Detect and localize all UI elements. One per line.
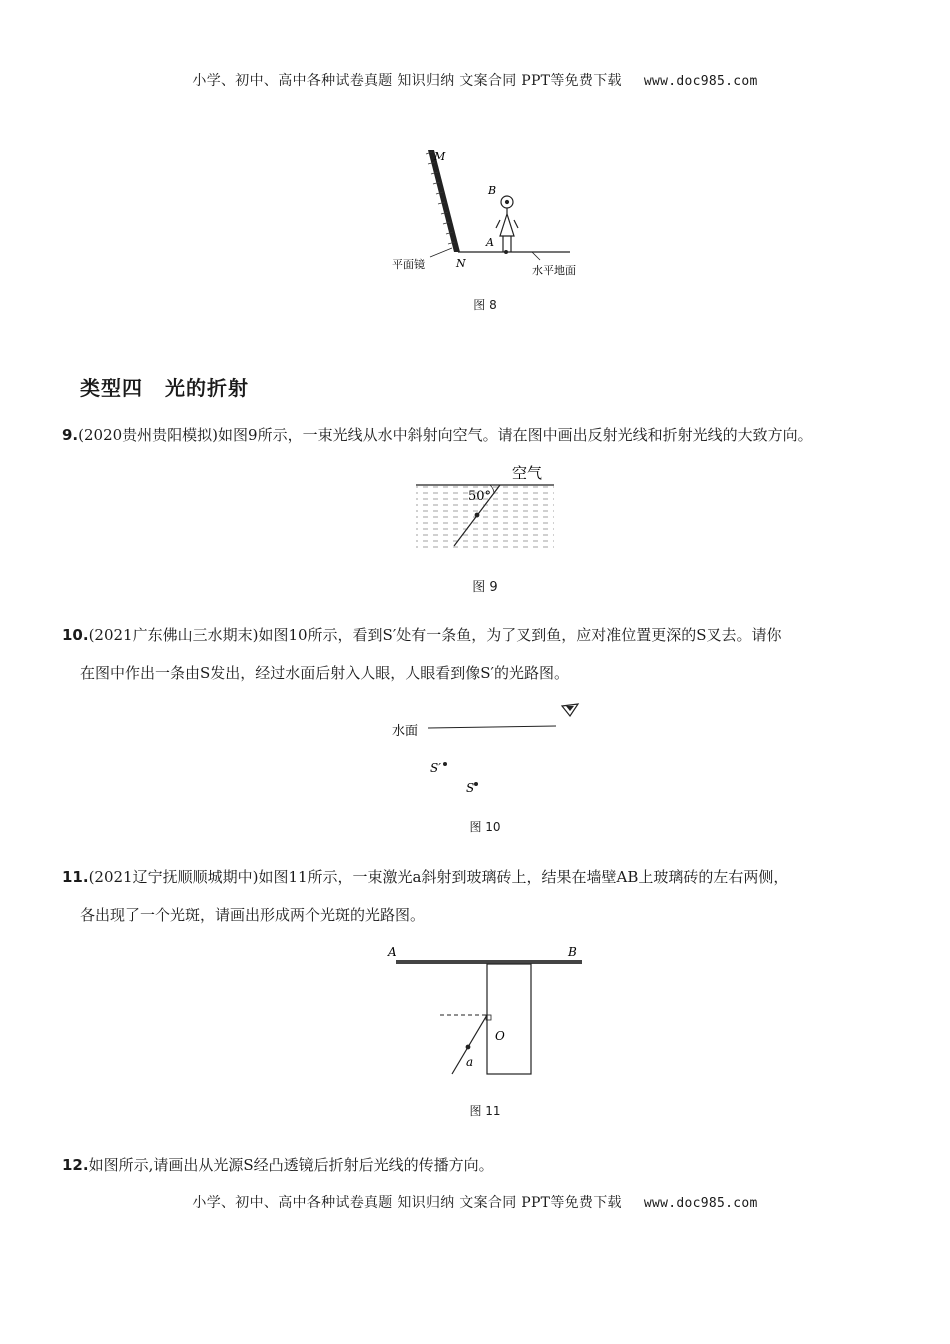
- question-10-number: 10.: [62, 626, 89, 644]
- figure-8-caption: 图 8: [473, 298, 497, 312]
- label-s-prime: S′: [430, 761, 441, 775]
- question-10: [62, 624, 782, 684]
- question-9-text: (2020贵州贵阳模拟)如图9所示，一束光线从水中斜射向空气。请在图中画出反射光线和折射光线的大致方向。: [78, 426, 813, 444]
- figure-10-caption: 图 10: [469, 820, 501, 834]
- question-10-line1: (2021广东佛山三水期末)如图10所示，看到S′处有一条鱼，为了叉到鱼，应对准位置更深的S叉去。请你: [88, 626, 782, 644]
- point-a-dot: [504, 250, 508, 254]
- question-11-number: 11.: [62, 868, 89, 886]
- figure-11-caption: 图 11: [469, 1104, 501, 1118]
- question-11-line2: 各出现了一个光斑，请画出形成两个光斑的光路图。: [80, 906, 426, 924]
- label-m: M: [434, 150, 446, 163]
- glass-brick: [487, 964, 531, 1074]
- figure-9-caption: 图 9: [472, 580, 498, 595]
- eye-icon: [562, 704, 578, 716]
- question-12: [62, 1154, 494, 1176]
- s-dot: [474, 782, 478, 786]
- section-name: 光的折射: [165, 376, 249, 400]
- figure-11: [384, 940, 594, 1086]
- label-a: A: [486, 236, 494, 249]
- header-text: 小学、初中、高中各种试卷真题 知识归纳 文案合同 PPT等免费下载: [192, 73, 622, 89]
- air-label: 空气: [512, 464, 543, 482]
- question-9-number: 9.: [62, 426, 79, 444]
- girl-figure: [496, 196, 518, 252]
- label-wall-b: B: [568, 945, 577, 959]
- question-10-line2: 在图中作出一条由S发出，经过水面后射入人眼，人眼看到像S′的光路图。: [80, 664, 569, 682]
- label-wall-a: A: [388, 945, 397, 959]
- figure-8: [380, 140, 600, 290]
- figure-10: [384, 698, 594, 802]
- question-12-number: 12.: [62, 1156, 89, 1174]
- question-12-text: 如图所示,请画出从光源S经凸透镜后折射后光线的传播方向。: [88, 1156, 494, 1174]
- figure-9: [412, 460, 562, 554]
- s-prime-dot: [443, 762, 447, 766]
- plane-mirror: [428, 150, 460, 252]
- angle-label: 50°: [468, 489, 492, 504]
- label-n: N: [456, 257, 466, 270]
- label-b: B: [488, 184, 497, 197]
- water-line: [428, 726, 556, 728]
- footer-url[interactable]: www.doc985.com: [643, 1196, 758, 1211]
- section-title: [80, 372, 249, 401]
- label-ground: 水平地面: [532, 264, 576, 277]
- label-s: S: [466, 781, 475, 795]
- header-url[interactable]: www.doc985.com: [643, 74, 758, 89]
- ray-arrow-dot: [475, 513, 480, 518]
- question-11: [62, 866, 788, 926]
- label-mirror: 平面镜: [392, 258, 425, 271]
- page-footer: [0, 1192, 950, 1212]
- water-label: 水面: [392, 724, 419, 739]
- question-11-line1: (2021辽宁抚顺顺城期中)如图11所示，一束激光a斜射到玻璃砖上，结果在墙壁AB上玻璃砖的左右两侧，: [88, 868, 789, 886]
- page-header: [0, 70, 950, 90]
- label-laser-a: a: [466, 1055, 474, 1069]
- question-9: [62, 424, 813, 446]
- footer-text: 小学、初中、高中各种试卷真题 知识归纳 文案合同 PPT等免费下载: [192, 1195, 622, 1211]
- section-prefix: 类型四: [80, 376, 143, 400]
- laser-dot: [466, 1045, 471, 1050]
- label-o: O: [495, 1029, 505, 1043]
